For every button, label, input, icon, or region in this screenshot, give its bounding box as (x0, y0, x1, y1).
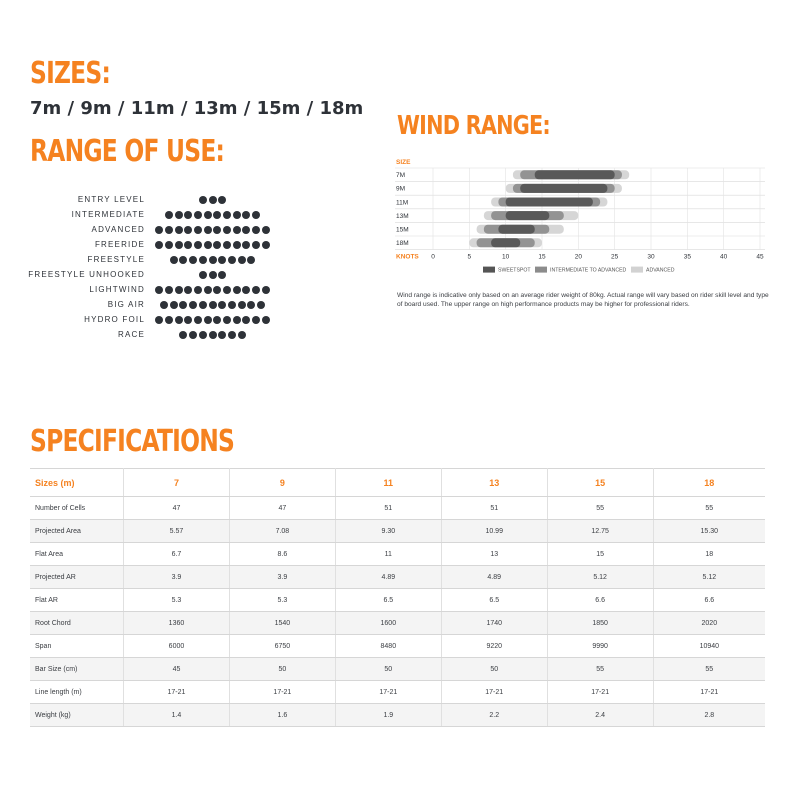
rating-dot (165, 211, 173, 219)
rating-dot (209, 331, 217, 339)
rating-dot (175, 211, 183, 219)
table-row (30, 566, 765, 589)
rating-dot (233, 241, 241, 249)
rating-dot (252, 211, 260, 219)
spec-row-label: Root Chord (30, 612, 124, 635)
rating-dot (213, 241, 221, 249)
spec-cell: 3.9 (229, 566, 335, 589)
range-of-use-row (20, 299, 300, 314)
wind-x-tick-label: 5 (467, 253, 472, 261)
spec-cell: 47 (124, 497, 230, 520)
rating-dot (262, 316, 270, 324)
rating-dot (199, 301, 207, 309)
rating-dot (238, 301, 246, 309)
spec-cell: 1540 (229, 612, 335, 635)
rating-dot (228, 331, 236, 339)
spec-cell: 9.30 (335, 520, 441, 543)
range-of-use-label: INTERMEDIATE (71, 210, 145, 219)
range-of-use-label: HYDRO FOIL (84, 315, 145, 324)
wind-x-tick-label: 15 (538, 253, 546, 261)
wind-x-tick-label: 35 (683, 253, 691, 261)
spec-cell: 51 (335, 497, 441, 520)
legend-label: SWEETSPOT (498, 267, 531, 274)
rating-dot (213, 286, 221, 294)
range-of-use-row (20, 269, 300, 284)
spec-cell: 10940 (653, 635, 765, 658)
range-of-use-dots (155, 211, 270, 221)
spec-cell: 9220 (441, 635, 547, 658)
spec-row-label: Flat AR (30, 589, 124, 612)
rating-dot (165, 286, 173, 294)
range-of-use-dots (155, 301, 270, 311)
rating-dot (252, 286, 260, 294)
rating-dot (262, 241, 270, 249)
rating-dot (247, 256, 255, 264)
wind-range-bar (491, 238, 520, 247)
spec-size-header: 9 (229, 469, 335, 497)
rating-dot (204, 316, 212, 324)
spec-cell: 6750 (229, 635, 335, 658)
spec-cell: 5.57 (124, 520, 230, 543)
spec-cell: 17-21 (335, 681, 441, 704)
spec-row-label: Line length (m) (30, 681, 124, 704)
spec-size-header: 18 (653, 469, 765, 497)
wind-x-tick-label: 20 (574, 253, 582, 261)
spec-cell: 15.30 (653, 520, 765, 543)
rating-dot (242, 316, 250, 324)
spec-cell: 2.8 (653, 704, 765, 727)
legend-swatch (535, 267, 547, 273)
spec-cell: 1850 (547, 612, 653, 635)
spec-cell: 17-21 (229, 681, 335, 704)
spec-cell: 47 (229, 497, 335, 520)
wind-range-bar (506, 211, 550, 220)
rating-dot (262, 286, 270, 294)
rating-dot (199, 271, 207, 279)
specifications-header-row (30, 469, 765, 497)
spec-cell: 50 (441, 658, 547, 681)
spec-cell: 17-21 (441, 681, 547, 704)
rating-dot (184, 226, 192, 234)
spec-cell: 12.75 (547, 520, 653, 543)
legend-label: INTERMEDIATE TO ADVANCED (550, 267, 627, 274)
spec-cell: 4.89 (335, 566, 441, 589)
range-of-use-dots (155, 286, 270, 296)
rating-dot (179, 331, 187, 339)
rating-dot (194, 316, 202, 324)
spec-cell: 9990 (547, 635, 653, 658)
rating-dot (218, 256, 226, 264)
spec-cell: 11 (335, 543, 441, 566)
rating-dot (204, 241, 212, 249)
rating-dot (170, 301, 178, 309)
range-of-use-label: ADVANCED (91, 225, 145, 234)
rating-dot (218, 301, 226, 309)
table-row (30, 612, 765, 635)
spec-cell: 1600 (335, 612, 441, 635)
legend-swatch (483, 267, 495, 273)
spec-cell: 1.6 (229, 704, 335, 727)
rating-dot (238, 331, 246, 339)
spec-row-label: Number of Cells (30, 497, 124, 520)
spec-cell: 5.3 (124, 589, 230, 612)
spec-cell: 15 (547, 543, 653, 566)
spec-row-label: Weight (kg) (30, 704, 124, 727)
rating-dot (233, 286, 241, 294)
spec-cell: 6.6 (653, 589, 765, 612)
range-of-use-label: ENTRY LEVEL (77, 195, 145, 204)
table-row (30, 497, 765, 520)
rating-dot (189, 301, 197, 309)
rating-dot (223, 211, 231, 219)
rating-dot (257, 301, 265, 309)
rating-dot (218, 331, 226, 339)
spec-cell: 45 (124, 658, 230, 681)
spec-cell: 2020 (653, 612, 765, 635)
table-row (30, 704, 765, 727)
rating-dot (233, 316, 241, 324)
rating-dot (209, 196, 217, 204)
wind-x-tick-label: 30 (647, 253, 655, 261)
range-of-use-row (20, 254, 300, 269)
sizes-title: SIZES: (30, 56, 111, 91)
spec-row-label: Projected Area (30, 520, 124, 543)
spec-row-label: Projected AR (30, 566, 124, 589)
rating-dot (204, 226, 212, 234)
wind-range-bar (498, 225, 534, 234)
wind-range-chart (395, 155, 775, 290)
range-of-use-label: FREERIDE (94, 240, 145, 249)
rating-dot (242, 286, 250, 294)
spec-cell: 10.99 (441, 520, 547, 543)
table-row (30, 658, 765, 681)
spec-cell: 18 (653, 543, 765, 566)
range-of-use-label: BIG AIR (107, 300, 145, 309)
spec-cell: 6.7 (124, 543, 230, 566)
range-of-use-title: RANGE OF USE: (30, 134, 225, 169)
spec-cell: 8480 (335, 635, 441, 658)
legend-label: ADVANCED (646, 267, 675, 274)
rating-dot (223, 316, 231, 324)
range-of-use-row (20, 329, 300, 344)
rating-dot (189, 331, 197, 339)
rating-dot (155, 286, 163, 294)
rating-dot (160, 301, 168, 309)
wind-size-label: 9M (396, 185, 406, 193)
specifications-title: SPECIFICATIONS (30, 424, 235, 459)
specifications-body (30, 497, 765, 727)
spec-cell: 6.6 (547, 589, 653, 612)
rating-dot (184, 211, 192, 219)
rating-dot (204, 286, 212, 294)
wind-knots-header: KNOTS (396, 253, 419, 261)
rating-dot (165, 226, 173, 234)
spec-size-header: 7 (124, 469, 230, 497)
table-row (30, 589, 765, 612)
rating-dot (175, 316, 183, 324)
rating-dot (213, 316, 221, 324)
range-of-use-chart (20, 194, 300, 344)
legend-swatch (631, 267, 643, 273)
spec-cell: 50 (229, 658, 335, 681)
spec-cell: 5.3 (229, 589, 335, 612)
spec-size-header: 13 (441, 469, 547, 497)
rating-dot (218, 271, 226, 279)
range-of-use-dots (155, 196, 270, 206)
range-of-use-row (20, 239, 300, 254)
spec-cell: 55 (547, 658, 653, 681)
range-of-use-label: LIGHTWIND (89, 285, 145, 294)
wind-range-bar (520, 184, 607, 193)
rating-dot (165, 241, 173, 249)
wind-x-tick-label: 40 (720, 253, 728, 261)
rating-dot (184, 286, 192, 294)
rating-dot (242, 211, 250, 219)
rating-dot (199, 256, 207, 264)
spec-cell: 6000 (124, 635, 230, 658)
rating-dot (179, 256, 187, 264)
rating-dot (213, 211, 221, 219)
range-of-use-row (20, 224, 300, 239)
spec-row-label: Bar Size (cm) (30, 658, 124, 681)
spec-header-label: Sizes (m) (30, 469, 124, 497)
range-of-use-row (20, 284, 300, 299)
range-of-use-label: FREESTYLE (87, 255, 145, 264)
range-of-use-dots (155, 256, 270, 266)
rating-dot (189, 256, 197, 264)
spec-cell: 1360 (124, 612, 230, 635)
rating-dot (179, 301, 187, 309)
spec-cell: 2.2 (441, 704, 547, 727)
rating-dot (238, 256, 246, 264)
spec-row-label: Flat Area (30, 543, 124, 566)
rating-dot (213, 226, 221, 234)
spec-cell: 3.9 (124, 566, 230, 589)
rating-dot (199, 331, 207, 339)
rating-dot (223, 226, 231, 234)
rating-dot (204, 211, 212, 219)
wind-x-tick-label: 25 (611, 253, 619, 261)
wind-range-note: Wind range is indicative only based on an average rider weight of 80kg. Actual range will vary based on rider skill level and type of board used. The upper range on high performance products may be higher for professional riders. (397, 292, 769, 308)
rating-dot (175, 286, 183, 294)
spec-cell: 51 (441, 497, 547, 520)
spec-cell: 6.5 (441, 589, 547, 612)
spec-row-label: Span (30, 635, 124, 658)
spec-cell: 5.12 (653, 566, 765, 589)
wind-size-label: 13M (396, 212, 409, 220)
spec-size-header: 15 (547, 469, 653, 497)
spec-cell: 4.89 (441, 566, 547, 589)
rating-dot (184, 241, 192, 249)
sizes-list: 7m / 9m / 11m / 13m / 15m / 18m (30, 98, 364, 119)
range-of-use-label: RACE (117, 330, 145, 339)
rating-dot (184, 316, 192, 324)
range-of-use-row (20, 194, 300, 209)
range-of-use-label: FREESTYLE UNHOOKED (28, 270, 145, 279)
spec-cell: 2.4 (547, 704, 653, 727)
range-of-use-dots (155, 241, 270, 251)
wind-size-header: SIZE (396, 159, 411, 166)
wind-range-bar (535, 170, 615, 179)
spec-cell: 5.12 (547, 566, 653, 589)
wind-x-tick-label: 45 (756, 253, 764, 261)
rating-dot (175, 226, 183, 234)
rating-dot (194, 241, 202, 249)
spec-cell: 1.9 (335, 704, 441, 727)
range-of-use-dots (155, 271, 270, 281)
spec-cell: 1740 (441, 612, 547, 635)
rating-dot (262, 226, 270, 234)
spec-cell: 13 (441, 543, 547, 566)
spec-cell: 55 (547, 497, 653, 520)
spec-cell: 1.4 (124, 704, 230, 727)
range-of-use-row (20, 209, 300, 224)
table-row (30, 543, 765, 566)
rating-dot (155, 241, 163, 249)
rating-dot (218, 196, 226, 204)
spec-cell: 50 (335, 658, 441, 681)
rating-dot (223, 241, 231, 249)
table-row (30, 520, 765, 543)
rating-dot (252, 226, 260, 234)
rating-dot (155, 316, 163, 324)
rating-dot (252, 316, 260, 324)
rating-dot (199, 196, 207, 204)
range-of-use-dots (155, 331, 270, 341)
rating-dot (209, 271, 217, 279)
wind-range-bar (506, 198, 593, 207)
rating-dot (242, 241, 250, 249)
spec-cell: 8.6 (229, 543, 335, 566)
table-row (30, 635, 765, 658)
wind-size-label: 18M (396, 240, 409, 248)
rating-dot (228, 256, 236, 264)
rating-dot (233, 211, 241, 219)
spec-cell: 17-21 (547, 681, 653, 704)
rating-dot (252, 241, 260, 249)
wind-size-label: 7M (396, 172, 406, 180)
range-of-use-row (20, 314, 300, 329)
wind-size-label: 15M (396, 226, 409, 234)
spec-cell: 17-21 (653, 681, 765, 704)
rating-dot (194, 286, 202, 294)
rating-dot (165, 316, 173, 324)
wind-x-tick-label: 0 (431, 253, 435, 261)
rating-dot (170, 256, 178, 264)
rating-dot (247, 301, 255, 309)
rating-dot (223, 286, 231, 294)
spec-cell: 17-21 (124, 681, 230, 704)
rating-dot (175, 241, 183, 249)
rating-dot (209, 301, 217, 309)
wind-x-tick-label: 10 (502, 253, 510, 261)
table-row (30, 681, 765, 704)
range-of-use-dots (155, 316, 270, 326)
rating-dot (228, 301, 236, 309)
rating-dot (242, 226, 250, 234)
rating-dot (194, 226, 202, 234)
rating-dot (155, 226, 163, 234)
spec-cell: 55 (653, 497, 765, 520)
wind-range-title: WIND RANGE: (397, 111, 550, 141)
specifications-table (30, 468, 765, 727)
spec-cell: 6.5 (335, 589, 441, 612)
wind-size-label: 11M (396, 199, 409, 207)
rating-dot (194, 211, 202, 219)
rating-dot (233, 226, 241, 234)
spec-cell: 7.08 (229, 520, 335, 543)
spec-size-header: 11 (335, 469, 441, 497)
spec-cell: 55 (653, 658, 765, 681)
range-of-use-dots (155, 226, 270, 236)
rating-dot (209, 256, 217, 264)
